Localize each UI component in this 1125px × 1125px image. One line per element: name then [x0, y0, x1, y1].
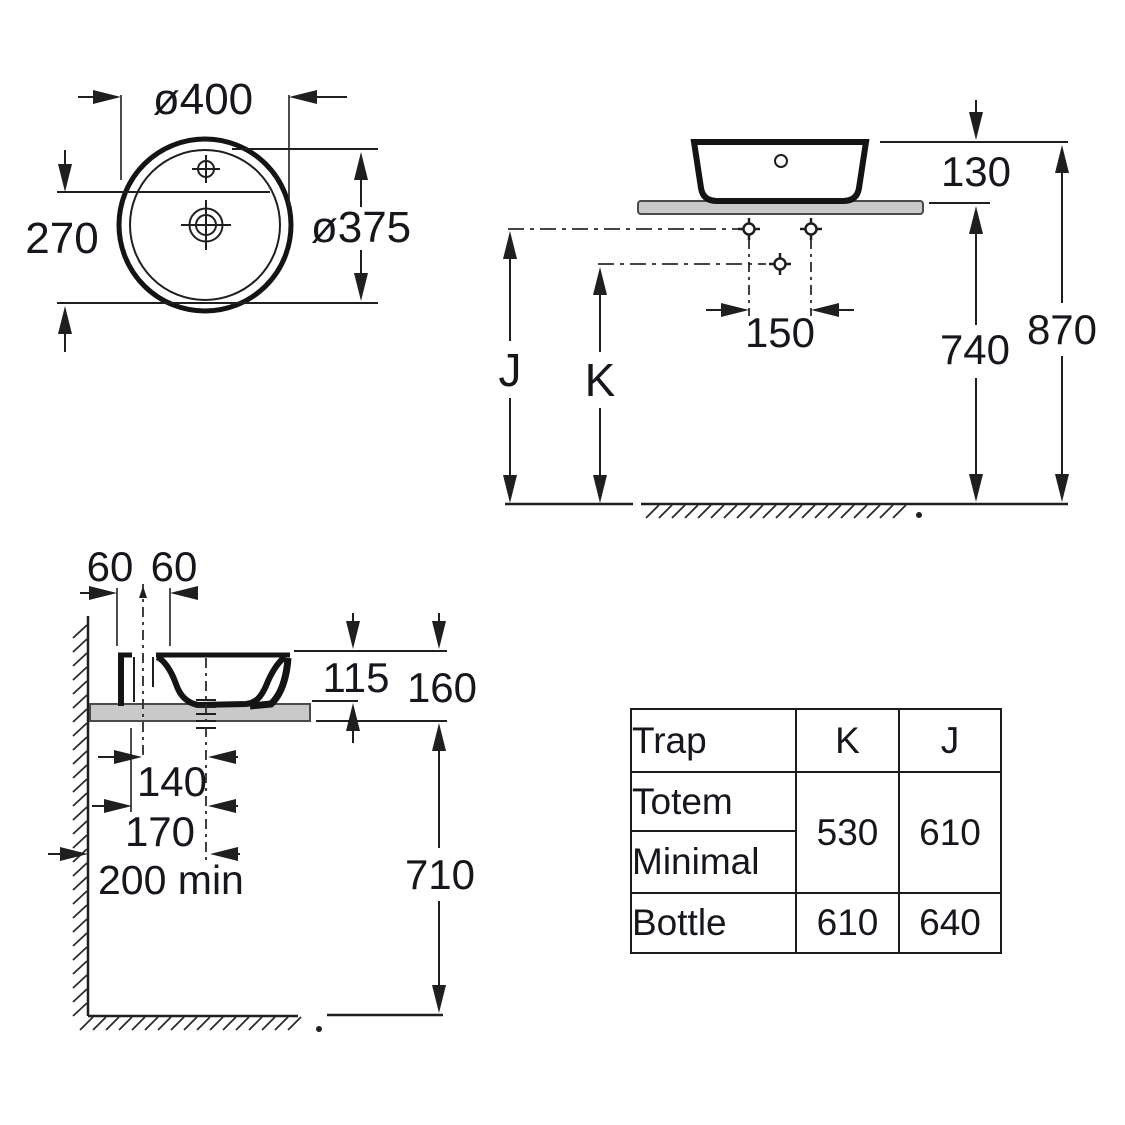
top-view: [25, 75, 411, 352]
header-trap: Trap: [631, 709, 796, 772]
cell-bottle-k: 610: [796, 893, 899, 953]
drain-icon: [181, 200, 231, 250]
floor-line-section-view: [80, 1015, 443, 1032]
dim-710-label: 710: [404, 851, 476, 898]
dim-counter-underside-height: [405, 723, 475, 1013]
supply-point-marker: [738, 218, 760, 240]
dim-rear-to-drain: [92, 799, 238, 855]
dim-rim-above-counter: [941, 100, 1011, 195]
floor-hatch: [80, 1017, 301, 1030]
dim-k: [585, 267, 616, 503]
dim-740-label: 740: [939, 326, 1011, 373]
header-j: J: [899, 709, 1001, 772]
dim-total-height: [1027, 145, 1097, 502]
section-view: [48, 543, 477, 1032]
floor-line-side-view: [505, 504, 1068, 518]
dim-160-label: 160: [406, 664, 478, 711]
dim-130-label: 130: [940, 148, 1012, 195]
dim-170-label: 170: [124, 808, 196, 855]
dim-k-label: K: [584, 354, 616, 406]
supply-point-marker: [800, 218, 822, 240]
dim-front-offset-label: 270: [25, 214, 99, 263]
dim-60a-label: 60: [86, 543, 134, 590]
bowl-profile: [157, 657, 285, 705]
dim-tap-to-drain: [98, 728, 238, 812]
dim-j-label: J: [498, 344, 522, 396]
tap-hole-icon: [192, 155, 220, 183]
dim-j: [499, 231, 522, 503]
dim-140-label: 140: [136, 758, 208, 805]
dim-rim-heights: [294, 613, 477, 743]
side-view: [499, 100, 1098, 518]
cell-minimal: Minimal: [631, 831, 796, 893]
trap-table: [630, 708, 1000, 952]
dim-offsets-60: [80, 543, 198, 646]
dim-supply-spacing: [706, 303, 854, 356]
cell-totem-minimal-j: 610: [899, 772, 1001, 893]
overflow-hole-icon: [775, 155, 787, 167]
dim-inner-diameter-label: ø375: [310, 203, 412, 252]
basin-outline: [694, 142, 866, 201]
cell-totem: Totem: [631, 772, 796, 831]
floor-hatch: [646, 505, 906, 518]
dim-wall-clearance: [48, 847, 244, 903]
cell-bottle: Bottle: [631, 893, 796, 953]
dim-115-label: 115: [322, 654, 390, 701]
hatch-end-dot: [316, 1026, 322, 1032]
dim-60b-label: 60: [150, 543, 198, 590]
cell-bottle-j: 640: [899, 893, 1001, 953]
dim-counter-height: [940, 206, 1010, 502]
table-row: [631, 772, 1001, 831]
dim-outer-diameter-label: ø400: [152, 75, 254, 124]
waste-point-marker: [769, 253, 791, 275]
table-header-row: [631, 709, 1001, 772]
centerline-tick: [139, 586, 147, 598]
dim-200min-label: 200 min: [98, 857, 244, 903]
dim-870-label: 870: [1026, 306, 1098, 353]
wall-hatch: [73, 625, 87, 1016]
table-row: [631, 893, 1001, 953]
dim-150-label: 150: [744, 309, 816, 356]
hatch-end-dot: [916, 512, 922, 518]
cell-totem-minimal-k: 530: [796, 772, 899, 893]
header-k: K: [796, 709, 899, 772]
